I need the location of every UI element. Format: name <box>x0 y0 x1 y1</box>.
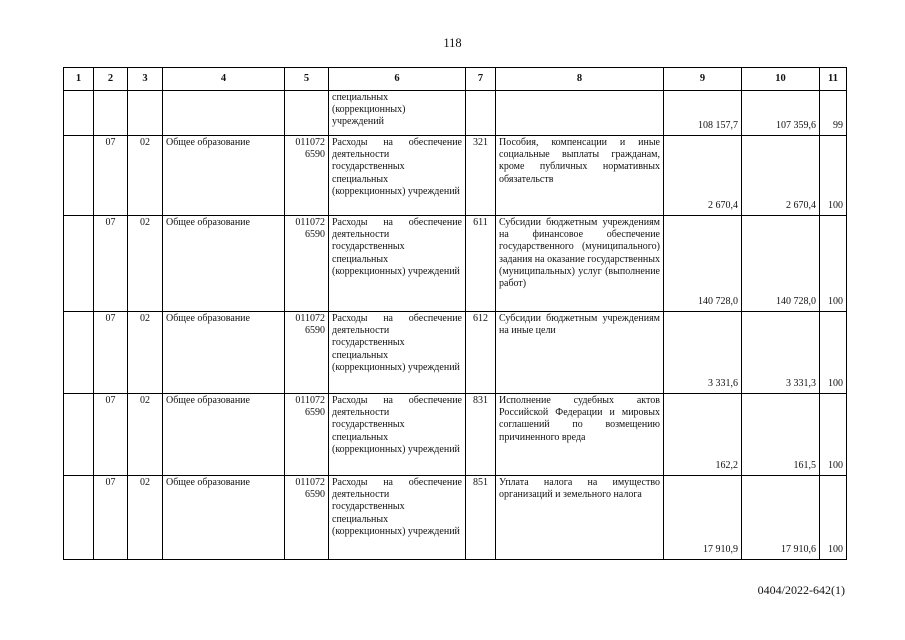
cell-target-code: 011072 6590 <box>285 136 329 216</box>
cell-planned-amount: 140 728,0 <box>664 216 742 312</box>
cell-empty <box>466 91 496 136</box>
cell-target-code: 011072 6590 <box>285 216 329 312</box>
cell-expense-type-description: Субсидии бюджетным учреждениям на иные цели <box>496 312 664 394</box>
cell-subsection: 02 <box>128 216 163 312</box>
cell-expense-type: 831 <box>466 394 496 476</box>
page-number: 118 <box>443 36 462 50</box>
cell-empty <box>496 91 664 136</box>
cell-subsection: 02 <box>128 136 163 216</box>
column-header-4: 4 <box>163 68 285 91</box>
cell-actual-amount: 3 331,3 <box>742 312 820 394</box>
column-header-2: 2 <box>94 68 128 91</box>
cell-section-name: Общее образование <box>163 476 285 560</box>
table-row <box>64 394 847 476</box>
column-header-11: 11 <box>820 68 847 91</box>
cell-actual-amount: 161,5 <box>742 394 820 476</box>
cell-section: 07 <box>94 216 128 312</box>
column-header-1: 1 <box>64 68 94 91</box>
table-row <box>64 476 847 560</box>
cell-expense-type: 851 <box>466 476 496 560</box>
cell-actual-amount: 17 910,6 <box>742 476 820 560</box>
cell-expense-type-description: Субсидии бюджетным учреждениям на финансовое обеспечение государственного (муниципального) задания на оказание государственных (муниципальных) услуг (выполнение работ) <box>496 216 664 312</box>
cell-expense-type-description: Уплата налога на имущество организаций и земельного налога <box>496 476 664 560</box>
cell-target-code: 011072 6590 <box>285 394 329 476</box>
cell-percent: 99 <box>820 91 847 136</box>
cell-empty <box>285 91 329 136</box>
cell-planned-amount: 3 331,6 <box>664 312 742 394</box>
cell-expense-description: Расходы на обеспечение деятельности государственных специальных (коррекционных) учреждений <box>329 216 466 312</box>
cell-subsection: 02 <box>128 476 163 560</box>
column-header-6: 6 <box>329 68 466 91</box>
cell-empty <box>64 312 94 394</box>
document-reference: 0404/2022-642(1) <box>757 583 845 597</box>
cell-section-name: Общее образование <box>163 312 285 394</box>
cell-subsection: 02 <box>128 312 163 394</box>
cell-empty <box>163 91 285 136</box>
cell-actual-amount: 2 670,4 <box>742 136 820 216</box>
cell-section-name: Общее образование <box>163 394 285 476</box>
cell-section-name: Общее образование <box>163 136 285 216</box>
cell-section: 07 <box>94 312 128 394</box>
table-row-continuation <box>64 91 847 136</box>
cell-empty <box>128 91 163 136</box>
cell-planned-amount: 162,2 <box>664 394 742 476</box>
cell-section: 07 <box>94 136 128 216</box>
cell-target-code: 011072 6590 <box>285 312 329 394</box>
cell-percent: 100 <box>820 476 847 560</box>
cell-planned-amount: 17 910,9 <box>664 476 742 560</box>
table-header-row <box>64 68 847 91</box>
cell-expense-type: 612 <box>466 312 496 394</box>
column-header-7: 7 <box>466 68 496 91</box>
cell-empty <box>64 91 94 136</box>
cell-expense-description: Расходы на обеспечение деятельности государственных специальных (коррекционных) учреждений <box>329 136 466 216</box>
column-header-10: 10 <box>742 68 820 91</box>
column-header-8: 8 <box>496 68 664 91</box>
cell-actual-amount: 140 728,0 <box>742 216 820 312</box>
cell-empty <box>64 136 94 216</box>
cell-expense-description: специальных (коррекционных) учреждений <box>329 91 466 136</box>
cell-expense-type: 611 <box>466 216 496 312</box>
table-row <box>64 136 847 216</box>
cell-expense-type: 321 <box>466 136 496 216</box>
cell-target-code: 011072 6590 <box>285 476 329 560</box>
cell-section: 07 <box>94 394 128 476</box>
cell-percent: 100 <box>820 312 847 394</box>
cell-expense-description: Расходы на обеспечение деятельности государственных специальных (коррекционных) учреждений <box>329 394 466 476</box>
cell-planned-amount: 108 157,7 <box>664 91 742 136</box>
cell-percent: 100 <box>820 136 847 216</box>
budget-table <box>63 67 847 560</box>
cell-empty <box>64 476 94 560</box>
cell-actual-amount: 107 359,6 <box>742 91 820 136</box>
column-header-5: 5 <box>285 68 329 91</box>
table-row <box>64 312 847 394</box>
cell-planned-amount: 2 670,4 <box>664 136 742 216</box>
cell-empty <box>64 394 94 476</box>
cell-expense-type-description: Исполнение судебных актов Российской Федерации и мировых соглашений по возмещению причиненного вреда <box>496 394 664 476</box>
cell-expense-description: Расходы на обеспечение деятельности государственных специальных (коррекционных) учреждений <box>329 312 466 394</box>
cell-expense-description: Расходы на обеспечение деятельности государственных специальных (коррекционных) учреждений <box>329 476 466 560</box>
cell-subsection: 02 <box>128 394 163 476</box>
column-header-3: 3 <box>128 68 163 91</box>
cell-percent: 100 <box>820 394 847 476</box>
column-header-9: 9 <box>664 68 742 91</box>
cell-expense-type-description: Пособия, компенсации и иные социальные выплаты гражданам, кроме публичных нормативных обязательств <box>496 136 664 216</box>
cell-section-name: Общее образование <box>163 216 285 312</box>
cell-section: 07 <box>94 476 128 560</box>
cell-empty <box>64 216 94 312</box>
cell-percent: 100 <box>820 216 847 312</box>
table-row <box>64 216 847 312</box>
cell-empty <box>94 91 128 136</box>
